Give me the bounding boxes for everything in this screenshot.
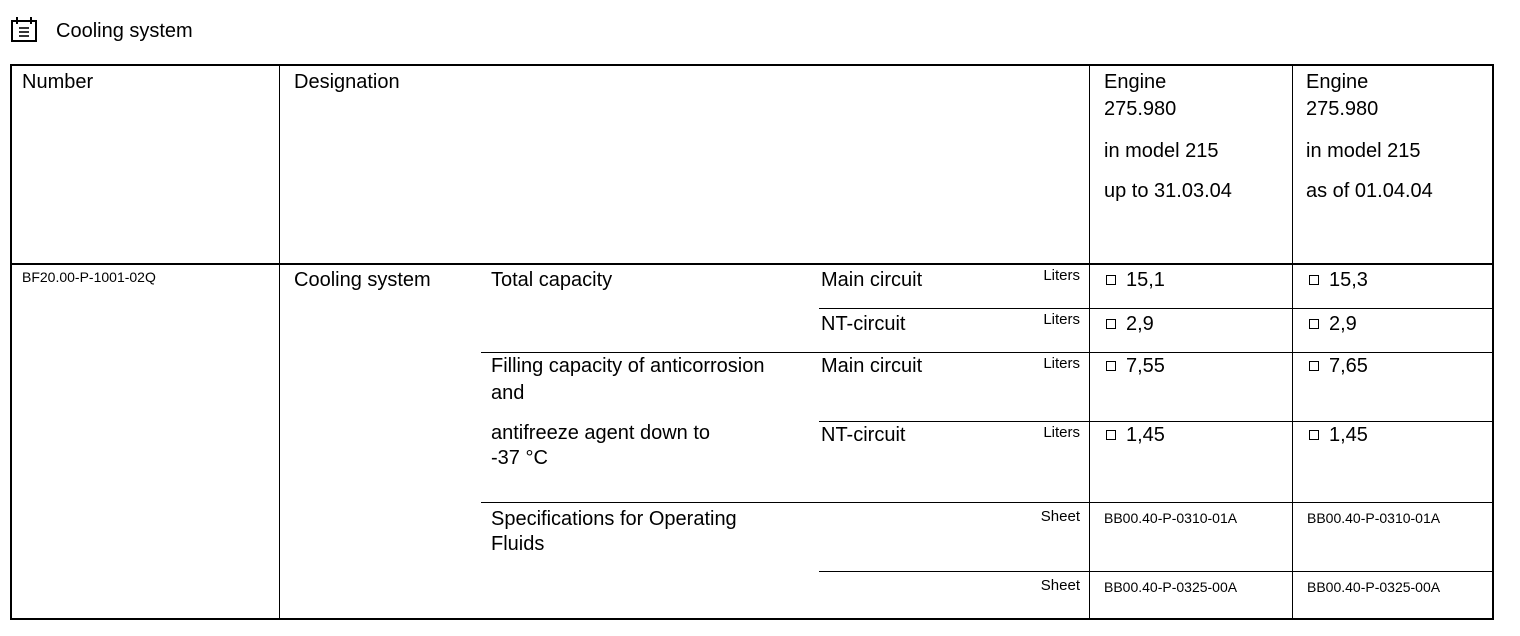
- document-number: BF20.00-P-1001-02Q: [22, 269, 156, 285]
- page-title: Cooling system: [56, 20, 193, 42]
- header-col2-model: in model 215: [1306, 140, 1421, 162]
- checkbox-icon: [1309, 319, 1319, 329]
- unit-label: Liters: [1043, 355, 1080, 372]
- header-col2-date: as of 01.04.04: [1306, 180, 1433, 202]
- header-designation: Designation: [294, 71, 400, 93]
- checkbox-icon: [1106, 361, 1116, 371]
- header-col1-engine: Engine: [1104, 71, 1167, 93]
- row-divider: [819, 571, 1492, 572]
- circuit-label: NT-circuit: [821, 424, 906, 446]
- value-cell: 2,9: [1309, 311, 1357, 337]
- filling-capacity-label: antifreeze agent down to: [491, 422, 711, 444]
- sheet-reference: BB00.40-P-0310-01A: [1307, 510, 1441, 526]
- document-list-icon: [10, 16, 40, 46]
- unit-label: Sheet: [1040, 508, 1080, 525]
- value-cell: 1,45: [1309, 422, 1368, 448]
- unit-label: Liters: [1043, 424, 1080, 441]
- circuit-label: Main circuit: [821, 355, 923, 377]
- col-divider: [279, 66, 280, 620]
- sheet-reference: BB00.40-P-0325-00A: [1104, 579, 1238, 595]
- unit-label: Liters: [1043, 311, 1080, 328]
- header-number: Number: [22, 71, 94, 93]
- specifications-label: Fluids: [491, 533, 545, 555]
- row-divider: [481, 502, 1492, 503]
- filling-capacity-label: and: [491, 382, 525, 404]
- unit-label: Liters: [1043, 267, 1080, 284]
- col-divider: [1089, 66, 1090, 620]
- checkbox-icon: [1106, 430, 1116, 440]
- header-col2-code: 275.980: [1306, 98, 1379, 120]
- checkbox-icon: [1309, 275, 1319, 285]
- header-col1-date: up to 31.03.04: [1104, 180, 1232, 202]
- value-cell: 7,65: [1309, 353, 1368, 379]
- header-col1-model: in model 215: [1104, 140, 1219, 162]
- value-cell: 15,1: [1106, 267, 1165, 293]
- system-name: Cooling system: [294, 269, 431, 291]
- header-divider: [12, 263, 1492, 265]
- cooling-system-table: [10, 64, 1494, 620]
- value-cell: 1,45: [1106, 422, 1165, 448]
- filling-capacity-label: Filling capacity of anticorrosion: [491, 355, 765, 377]
- unit-label: Sheet: [1040, 577, 1080, 594]
- circuit-label: Main circuit: [821, 269, 923, 291]
- checkbox-icon: [1106, 275, 1116, 285]
- checkbox-icon: [1309, 430, 1319, 440]
- value-cell: 2,9: [1106, 311, 1154, 337]
- header-col2-engine: Engine: [1306, 71, 1369, 93]
- sheet-reference: BB00.40-P-0310-01A: [1104, 510, 1238, 526]
- col-divider: [1292, 66, 1293, 620]
- total-capacity-label: Total capacity: [491, 269, 613, 291]
- sheet-reference: BB00.40-P-0325-00A: [1307, 579, 1441, 595]
- checkbox-icon: [1309, 361, 1319, 371]
- row-divider: [819, 308, 1492, 309]
- checkbox-icon: [1106, 319, 1116, 329]
- circuit-label: NT-circuit: [821, 313, 906, 335]
- value-cell: 7,55: [1106, 353, 1165, 379]
- header-col1-code: 275.980: [1104, 98, 1177, 120]
- value-cell: 15,3: [1309, 267, 1368, 293]
- specifications-label: Specifications for Operating: [491, 508, 737, 530]
- filling-capacity-label: -37 °C: [491, 447, 548, 469]
